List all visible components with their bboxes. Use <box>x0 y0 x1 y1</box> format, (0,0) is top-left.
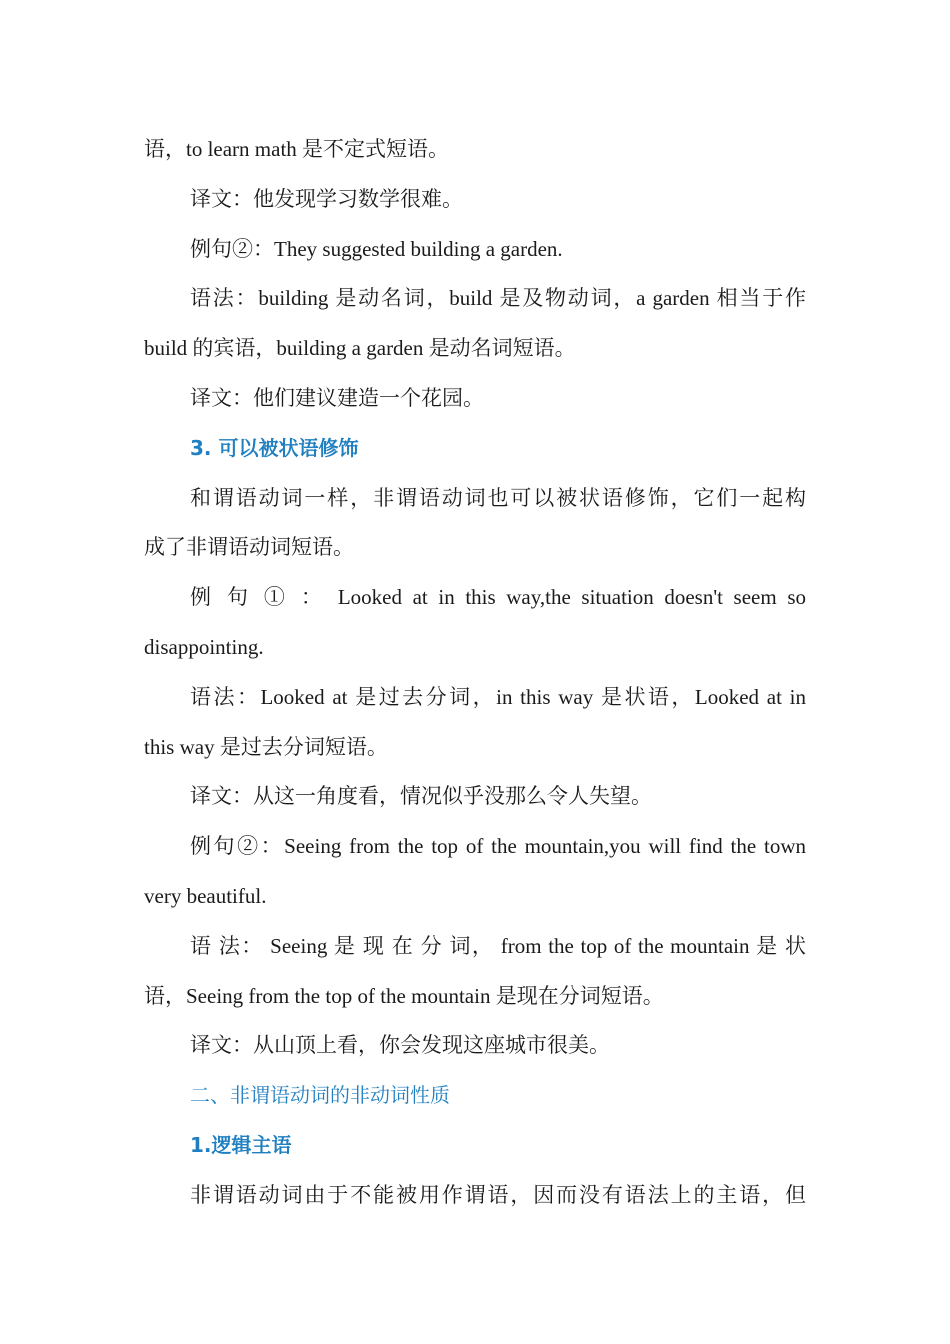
text-line: 非谓语动词由于不能被用作谓语，因而没有语法上的主语，但 <box>190 1182 806 1207</box>
text-line: 语 法： Seeing 是 现 在 分 词， from the top of the mountain 是 状 <box>190 933 806 958</box>
text-line: very beautiful. <box>144 883 267 908</box>
text-line: 译文：从这一角度看，情况似乎没那么令人失望。 <box>190 784 652 809</box>
text-line: build 的宾语，building a garden 是动名词短语。 <box>144 336 576 361</box>
text-line: 译文：他发现学习数学很难。 <box>190 186 463 211</box>
document-body <box>144 125 806 1221</box>
text-line: 成了非谓语动词短语。 <box>144 535 354 560</box>
chapter-heading: 二、非谓语动词的非动词性质 <box>190 1083 450 1108</box>
text-line: 例 句 ① ： Looked at in this way,the situation doesn't seem so <box>190 585 806 610</box>
text-line: 语法：building 是动名词，build 是及物动词，a garden 相当于作 <box>190 286 806 311</box>
text-line: disappointing. <box>144 634 264 659</box>
text-line: 译文：他们建议建造一个花园。 <box>190 385 484 410</box>
text-line: 语法：Looked at 是过去分词，in this way 是状语，Looked at in <box>190 684 806 709</box>
section-heading: 3. 可以被状语修饰 <box>190 435 359 460</box>
text-line: this way 是过去分词短语。 <box>144 734 388 759</box>
text-line: 语，Seeing from the top of the mountain 是现在分词短语。 <box>144 983 664 1008</box>
text-line: 语，to learn math 是不定式短语。 <box>144 137 450 161</box>
section-heading: 1.逻辑主语 <box>190 1132 292 1157</box>
text-line: 译文：从山顶上看，你会发现这座城市很美。 <box>190 1033 610 1058</box>
text-line: 例句②：Seeing from the top of the mountain,you will find the town <box>190 834 806 859</box>
text-line: 例句②：They suggested building a garden. <box>190 236 563 261</box>
text-line: 和谓语动词一样，非谓语动词也可以被状语修饰，它们一起构 <box>190 485 806 510</box>
